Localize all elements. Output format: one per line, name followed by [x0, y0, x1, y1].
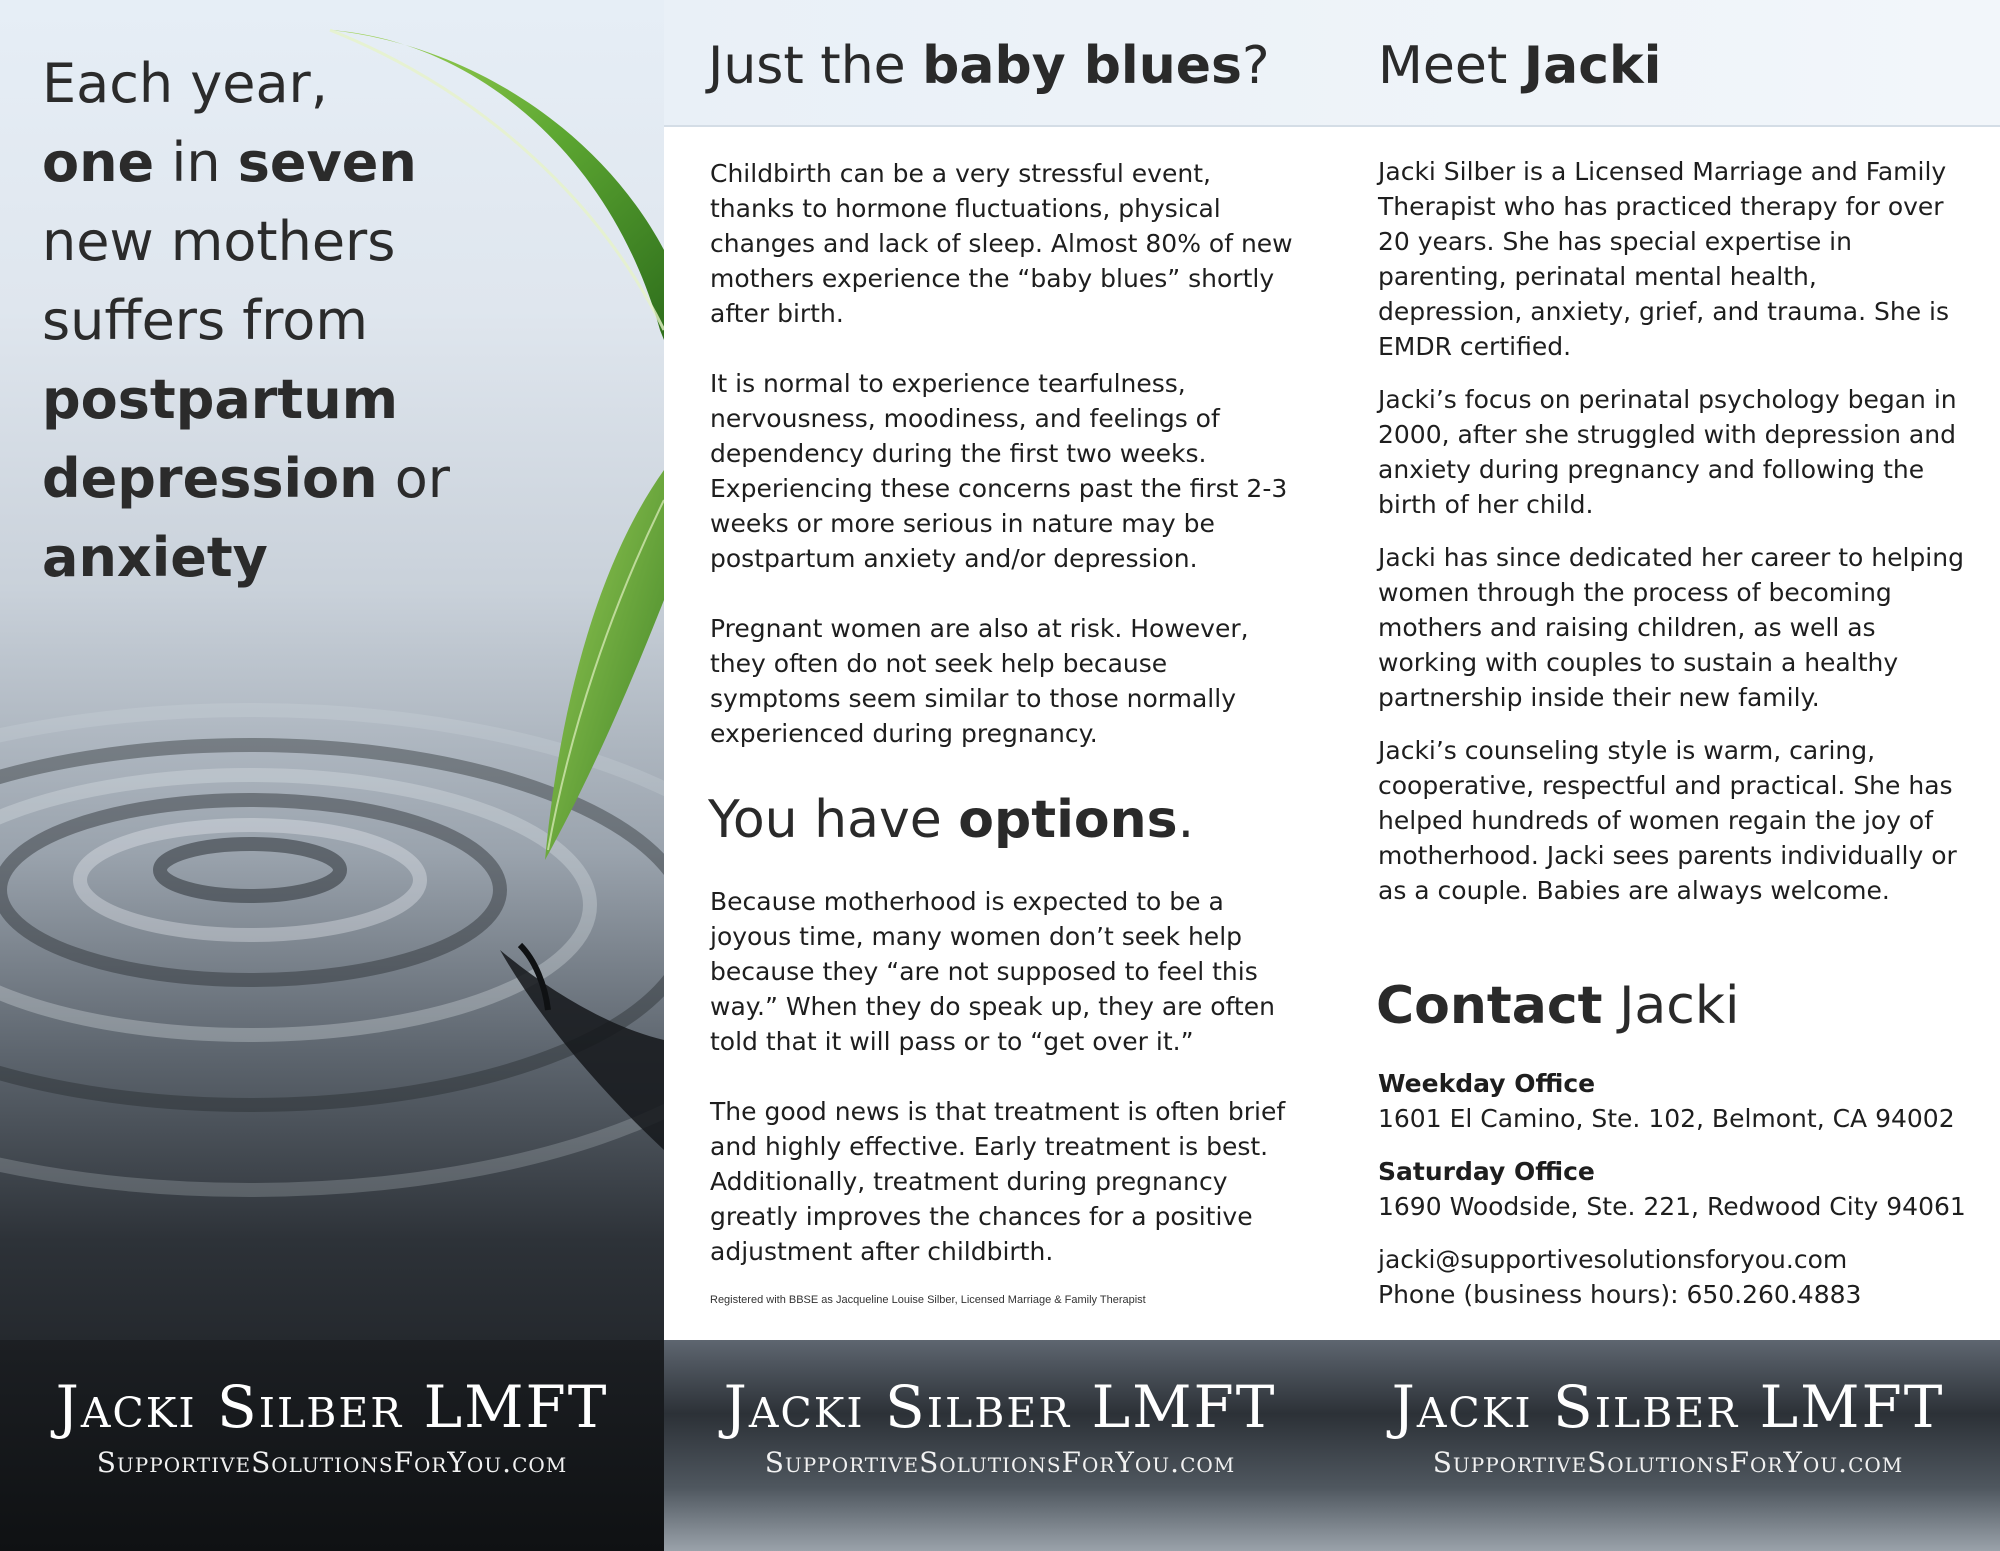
website-link[interactable]: SupportiveSolutionsForYou.com: [764, 1446, 1236, 1479]
brand-block-left: [32, 1372, 632, 1479]
website-link[interactable]: SupportiveSolutionsForYou.com: [1432, 1446, 1904, 1479]
headline-line: Each year,: [42, 52, 328, 115]
weekday-office-label: Weekday Office: [1378, 1069, 1596, 1098]
brand-name: Jacki Silber LMFT: [1391, 1373, 1945, 1441]
headline-line: one in seven: [42, 131, 417, 194]
headline-line: depression or: [42, 447, 450, 510]
brand-name: Jacki Silber LMFT: [55, 1373, 609, 1441]
paragraph: Childbirth can be a very stressful event, thanks to hormone fluctuations, physical changes and lack of sleep. Almost 80% of new mothers experience the “baby blues” shortly after birth.: [710, 159, 1293, 328]
brand-name: Jacki Silber LMFT: [723, 1373, 1277, 1441]
paragraph: Jacki’s counseling style is warm, caring, cooperative, respectful and practical. She has helped hundreds of women regain the joy of motherhood. Jacki sees parents individually or as a couple. Babies are always welcome.: [1378, 736, 1957, 905]
email-link[interactable]: jacki@supportivesolutionsforyou.com: [1378, 1245, 1848, 1274]
meet-jacki-body: [1378, 154, 1968, 926]
paragraph: It is normal to experience tearfulness, nervousness, moodiness, and feelings of dependency during the first two weeks. Experiencing these concerns past the first 2-3 weeks or more serious in nature may be postpartum anxiety and/or depression.: [710, 369, 1288, 573]
paragraph: Jacki has since dedicated her career to helping women through the process of becoming mothers and raising children, as well as working with couples to sustain a healthy partnership inside their new family.: [1378, 543, 1964, 712]
paragraph: The good news is that treatment is often brief and highly effective. Early treatment is best. Additionally, treatment during pregnancy greatly improves the chances for a positive adjustment after childbirth.: [710, 1097, 1286, 1266]
paragraph: Jacki Silber is a Licensed Marriage and Family Therapist who has practiced therapy for over 20 years. She has special expertise in parenting, perinatal mental health, depression, anxiety, grief, and trauma. She is EMDR certified.: [1378, 157, 1950, 361]
contact-heading: Contact Jacki: [1376, 976, 1740, 1036]
headline-line: anxiety: [42, 526, 268, 589]
paragraph: Because motherhood is expected to be a joyous time, many women don’t seek help because they “are not supposed to feel this way.” When they do speak up, they are often told that it will pass or to “get over it.”: [710, 887, 1275, 1056]
headline-line: new mothers: [42, 210, 396, 273]
paragraph: Jacki’s focus on perinatal psychology began in 2000, after she struggled with depression and anxiety during pregnancy and following the birth of her child.: [1378, 385, 1957, 519]
website-link[interactable]: SupportiveSolutionsForYou.com: [96, 1446, 568, 1479]
cover-headline: [42, 44, 462, 597]
cover-panel: [0, 0, 664, 1551]
options-body: [710, 884, 1300, 1304]
contact-details: [1378, 1066, 1966, 1312]
weekday-office-address: 1601 El Camino, Ste. 102, Belmont, CA 94002: [1378, 1104, 1955, 1133]
baby-blues-body: [710, 156, 1300, 786]
saturday-office-address: 1690 Woodside, Ste. 221, Redwood City 94061: [1378, 1192, 1966, 1221]
headline-line: postpartum: [42, 368, 398, 431]
meet-jacki-heading: Meet Jacki: [1378, 36, 1662, 96]
options-heading: You have options.: [708, 790, 1195, 850]
brand-block-middle: [700, 1372, 1300, 1479]
paragraph: Pregnant women are also at risk. However, they often do not seek help because symptoms seem similar to those normally experienced during pregnancy.: [710, 614, 1249, 748]
registration-note: Registered with BBSE as Jacqueline Louise Silber, Licensed Marriage & Family Therapist: [710, 1294, 1146, 1306]
phone-number: Phone (business hours): 650.260.4883: [1378, 1280, 1862, 1309]
saturday-office-label: Saturday Office: [1378, 1157, 1595, 1186]
headline-line: suffers from: [42, 289, 368, 352]
baby-blues-heading: Just the baby blues?: [708, 36, 1270, 96]
brand-block-right: [1368, 1372, 1968, 1479]
